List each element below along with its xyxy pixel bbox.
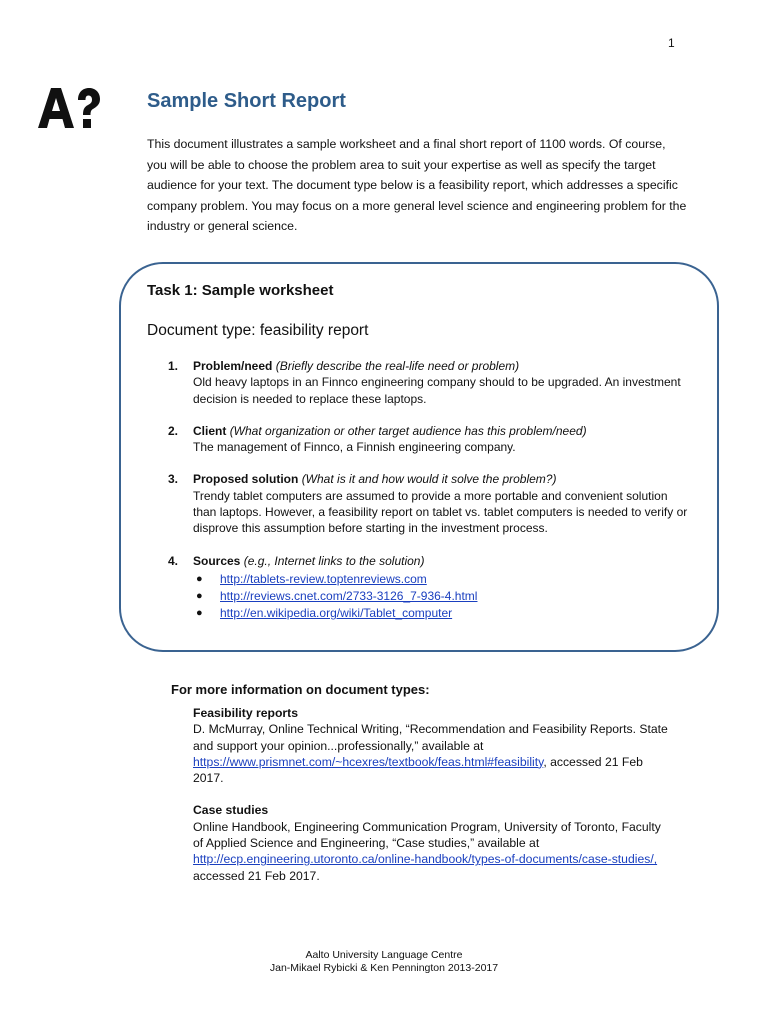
page-footer [0, 949, 768, 975]
task-item-hint: (Briefly describe the real-life need or problem) [275, 359, 520, 373]
task-item-text: Trendy tablet computers are assumed to provide a more portable and convenient solution than laptops. However, a feasibility report on tablet vs. tablet computers is needed to verify or disprove this assumption before starting in the investment process. [193, 488, 688, 536]
reference-text-after: accessed 21 Feb 2017. [193, 868, 320, 883]
source-item [193, 605, 688, 622]
document-type: Document type: feasibility report [147, 322, 369, 339]
task-item-label: Problem/need [193, 359, 273, 373]
more-info-heading: For more information on document types: [171, 682, 430, 697]
reference-text [193, 721, 668, 786]
task-item-label: Client [193, 423, 227, 438]
source-item [193, 588, 688, 605]
bullet-icon: ● [196, 606, 203, 619]
task-list [168, 358, 688, 638]
reference-text-after: , accessed 21 Feb 2017. [193, 754, 643, 786]
source-link[interactable]: http://reviews.cnet.com/2733-3126_7-936-4.html [220, 588, 478, 603]
source-link[interactable]: http://en.wikipedia.org/wiki/Tablet_computer [220, 605, 453, 620]
task-item-number: 3. [168, 472, 179, 487]
reference-text-before: D. McMurray, Online Technical Writing, “Recommendation and Feasibility Reports. State and support your opinion...professionally,” available at [193, 722, 668, 753]
bullet-icon: ● [196, 572, 203, 585]
source-link[interactable]: http://tablets-review.toptenreviews.com [220, 571, 427, 586]
task-item-number: 4. [168, 553, 179, 568]
reference-case-studies [193, 802, 668, 883]
task-item-hint: (e.g., Internet links to the solution) [243, 553, 425, 568]
reference-text [193, 819, 668, 884]
aalto-logo-icon [38, 88, 100, 128]
task-item-hint: (What organization or other target audience has this problem/need) [229, 423, 587, 438]
references [193, 705, 668, 900]
task-item-label: Proposed solution [193, 472, 299, 487]
task-item-label: Sources [193, 553, 241, 568]
task-item-sources [168, 553, 688, 622]
task-item-text: The management of Finnco, a Finnish engineering company. [193, 440, 516, 455]
reference-link[interactable]: https://www.prismnet.com/~hcexres/textbook/feas.html#feasibility [193, 754, 544, 769]
task-item-problem [168, 358, 688, 407]
footer-line-authors: Jan-Mikael Rybicki & Ken Pennington 2013-2017 [269, 962, 499, 974]
task-item-number: 1. [168, 359, 179, 373]
reference-title: Feasibility reports [193, 706, 298, 720]
task-item-number: 2. [168, 423, 179, 438]
page-number: 1 [668, 36, 675, 50]
task-item-client [168, 423, 688, 456]
task-item-hint: (What is it and how would it solve the problem?) [301, 472, 557, 487]
reference-link[interactable]: http://ecp.engineering.utoronto.ca/online-handbook/types-of-documents/case-studies/, [193, 852, 658, 867]
reference-text-before: Online Handbook, Engineering Communication Program, University of Toronto, Faculty of Applied Science and Engineering, “Case studies,” available at [193, 819, 661, 851]
source-list [193, 571, 688, 622]
bullet-icon: ● [196, 589, 203, 602]
task-item-solution [168, 471, 688, 536]
source-item [193, 571, 688, 588]
footer-line-organization: Aalto University Language Centre [305, 949, 463, 961]
reference-title: Case studies [193, 803, 269, 818]
reference-feasibility [193, 705, 668, 786]
page-title: Sample Short Report [147, 90, 346, 112]
task-title: Task 1: Sample worksheet [147, 282, 334, 299]
intro-paragraph: This document illustrates a sample worksheet and a final short report of 1100 words. Of course, you will be able to choose the problem area to suit your expertise as well as specify the target audience for your text. The document type below is a feasibility report, which addresses a specific company problem. You may focus on a more general level science and engineering problem for the industry or general science. [147, 137, 687, 233]
task-item-text: Old heavy laptops in an Finnco engineering company should to be upgraded. An investment decision is needed to replace these laptops. [193, 375, 681, 406]
